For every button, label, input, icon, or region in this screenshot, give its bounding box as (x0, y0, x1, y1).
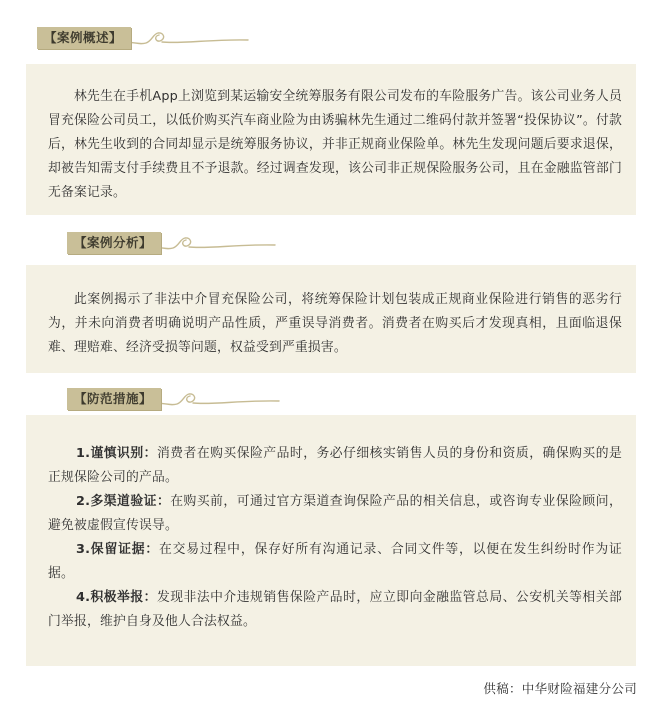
analysis-box (26, 265, 636, 373)
prevention-item (48, 538, 622, 586)
prevention-item-title: 3.保留证据： (76, 542, 159, 557)
section-tag-analysis: 【案例分析】 (67, 232, 161, 254)
swirl-ornament-icon (149, 230, 279, 256)
overview-paragraph: 林先生在手机App上浏览到某运输安全统筹服务有限公司发布的车险服务广告。该公司业务人员冒充保险公司员工，以低价购买汽车商业险为由诱骗林先生通过二维码付款并签署“投保协议”。付款后，林先生收到的合同却显示是统筹服务协议，并非正规商业保险单。林先生发现问题后要求退保，却被告知需支付手续费且不予退款。经过调查发现，该公司非正规保险服务公司，且在金融监管部门无备案记录。 (48, 89, 622, 200)
prevention-item-text: 消费者在购买保险产品时，务必仔细核实销售人员的身份和资质，确保购买的是正规保险公司的产品。 (48, 446, 623, 485)
prevention-item (48, 490, 622, 538)
prevention-item-text: 在交易过程中，保存好所有沟通记录、合同文件等，以便在发生纠纷时作为证据。 (48, 542, 622, 581)
prevention-item (48, 442, 622, 490)
prevention-box (26, 415, 636, 666)
overview-box (26, 64, 636, 215)
section-tag-prevention: 【防范措施】 (67, 388, 161, 410)
analysis-paragraph: 此案例揭示了非法中介冒充保险公司，将统筹保险计划包装成正规商业保险进行销售的恶劣行为，并未向消费者明确说明产品性质，严重误导消费者。消费者在购买后才发现真相，且面临退保难、理赔难、经济受损等问题，权益受到严重损害。 (48, 292, 622, 355)
prevention-item-title: 4.积极举报： (76, 590, 157, 605)
prevention-item-title: 1.谨慎识别： (76, 446, 157, 461)
prevention-item (48, 586, 622, 634)
source-credit: 供稿：中华财险福建分公司 (483, 681, 637, 696)
swirl-ornament-icon (153, 386, 283, 412)
section-tag-overview: 【案例概述】 (37, 27, 131, 49)
swirl-ornament-icon (122, 25, 252, 51)
prevention-item-title: 2.多渠道验证： (76, 494, 171, 509)
prevention-item-text: 在购买前，可通过官方渠道查询保险产品的相关信息，或咨询专业保险顾问，避免被虚假宣传误导。 (48, 494, 622, 533)
prevention-item-text: 发现非法中介违规销售保险产品时，应立即向金融监管总局、公安机关等相关部门举报，维护自身及他人合法权益。 (48, 590, 623, 629)
